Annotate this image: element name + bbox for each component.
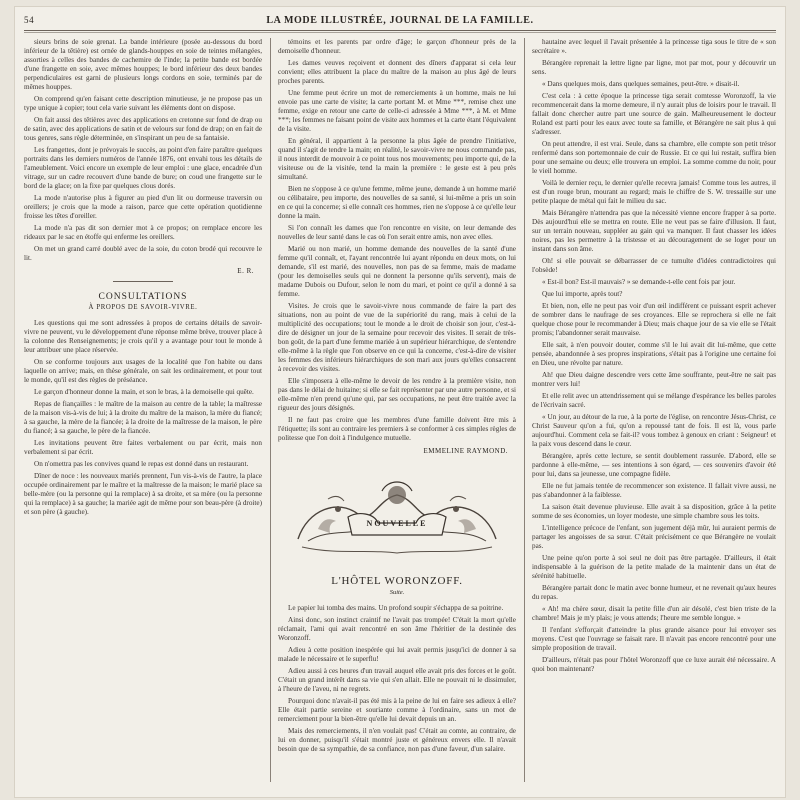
section-subtitle: À PROPOS DE SAVOIR-VIVRE.	[88, 304, 198, 311]
article-paragraph: C'est cela : à cette époque la princesse tiga serait comtesse Woronzoff, la vie recommencerait dans la morne demeure, il n'y aurait plus de loisirs pour le travail. Il fallait donc chercher autre part une source de gain. Malheureusement le docteur Roland est parti pour les eaux avec toute sa famille, et Bérangère ne sait plus à qui s'adresser.	[532, 92, 776, 136]
article-paragraph: hautaine avec lequel il l'avait présentée à la princesse tiga sous le titre de « son secrétaire ».	[532, 38, 776, 55]
article-paragraph: La saison était devenue pluvieuse. Elle avait à sa disposition, grâce à la petite somme de ses économies, un loyer modeste, une simple chambre sous les toits.	[532, 503, 776, 520]
article-paragraph: La mode n'autorise plus à figurer au pied d'un lit ou dormeuse traversin ou oreillers; je crois que la mode a raison, parce que cette opération quotidienne froisse les têtes d'oreiller.	[24, 194, 262, 220]
column-2	[278, 38, 516, 786]
article-paragraph: Oh! si elle pouvait se débarrasser de ce tumulte d'idées contradictoires qui l'obsède!	[532, 257, 776, 274]
article-paragraph: Marié ou non marié, un homme demande des nouvelles de la santé d'une femme qu'il connaît, et, l'ayant rencontrée lui ayant répondu en deux mots, on lui demande, s'il est marié, des nouvelles, non pas de sa femme, mais de madame (pour les demoiselles seuls qui ne donnent la personne qu'ils servent), mais de madame Dubois ou Dufour, selon le nom du mari, et point ce qu'il a donné à sa femme.	[278, 245, 516, 298]
signature-emmeline-raymond: EMMELINE RAYMOND.	[423, 447, 508, 455]
header-rule	[24, 30, 776, 31]
article-paragraph: Bérangère, après cette lecture, se sentit doublement rassurée. D'abord, elle se pardonne à elle-même, — ses intentions à son égard, — ces souvenirs d'avoir été pour lui, dans sa jeunesse, une compagne fidèle.	[532, 452, 776, 478]
article-paragraph: « Un jour, au détour de la rue, à la porte de l'église, on rencontre Jésus-Christ, ce Christ Sauveur qu'on a fui, qu'on a repoussé tant de fois. Il est là, vous parle aujourd'hui. Comment cela se fait-il? vous tombez à genoux en criant : Seigneur! et la paix vous descend dans le cœur.	[532, 413, 776, 448]
nouvelle-ornament	[278, 469, 516, 565]
article-paragraph: La mode n'a pas dit son dernier mot à ce propos; on remplace encore les rideaux par le sac en étoffe qui enferme les oreillers.	[24, 224, 262, 241]
article-paragraph: Pourquoi donc n'avait-il pas été mis à la peine de lui en faire ses adieux à elle? Elle était partie sereine et souriante comme à l'ordinaire, sans un mot de remerciement pour la bien-être qu'elle lui devait depuis un an.	[278, 697, 516, 723]
story-title: L'HÔTEL WORONZOFF.	[331, 575, 463, 587]
article-paragraph: Elle s'imposera à elle-même le devoir de les rendre à la première visite, non pas dans le délai de huitaine; si elle se fait représenter par une autre personne, et si elle-même n'en prend qu'une qui, par ses occupations, ne peut être traitée avec la rigueur des jours désignés.	[278, 377, 516, 412]
article-paragraph: Elle sait, à n'en pouvoir douter, comme s'il le lui avait dit lui-même, que cette pensée, abandonnée à ses propres inspirations, s'était pas à l'origine une certaine foi en Dieu, une révolte par nature.	[532, 341, 776, 367]
article-paragraph: On se conforme toujours aux usages de la localité que l'on habite ou dans laquelle on arrive; mais, en thèse générale, on sait les ordinairement, et pour tout le monde, qu'il est des règles de préséance.	[24, 358, 262, 384]
newspaper-page	[14, 6, 786, 798]
article-paragraph: Le papier lui tomba des mains. Un profond soupir s'échappa de sa poitrine.	[288, 604, 504, 612]
col2-paragraphs	[278, 38, 516, 443]
article-paragraph: On met un grand carré doublé avec de la soie, du coton brodé qui recouvre le lit.	[24, 245, 262, 262]
article-paragraph: Visites. Je crois que le savoir-vivre nous commande de faire la part des situations, non au point de vue de la supériorité du rang, mais à celui de la multiplicité des occupations; tout le monde a le droit de choisir son jour, c'est-à-dire de désigner un jour de la semaine pour recevoir des visites. Il serait de très-bon goût, de la part d'une femme mariée à un supérieur hiérarchique, de s'entendre elle-même à la règle que l'on observe en ce qui la concerne, c'est-à-dire de visiter les femmes des inférieurs hiérarchiques de son mari aux jours qu'elles consacrent à recevoir des visites.	[278, 302, 516, 373]
column-divider	[270, 38, 271, 782]
article-paragraph: Les frangettes, dont je prévoyais le succès, au point d'en faire paraître quelques portraits dans les derniers numéros de l'année 1876, ont envahi tous les détails de l'ameublement. Voici encore un exemple de leur emploi : une glace, encadrée d'un vitrage, sur un cadre recouvert d'une bande de bure; on coud une frangette sur le bord de la glace; on la fixe par quelques clous dorés.	[24, 146, 262, 190]
col3-paragraphs	[532, 38, 776, 674]
column-3	[532, 38, 776, 786]
article-paragraph: Et bien, non, elle ne peut pas voir d'un œil indifférent ce puissant esprit achever de sombrer dans le naufrage de ses croyances. Elle se reprochera si elle ne fait quelque chose pour le recommander à Dieu; mais chaque jour de sa vie elle se l'était promis; l'abandonner serait mauvaise.	[532, 302, 776, 337]
article-paragraph: Bien ne s'oppose à ce qu'une femme, même jeune, demande à un homme marié ou célibataire, peu importe, des nouvelles de sa santé, si lui-même a pris un soin en ce qui la concerne; si elle connaît ces hommes, rien ne s'oppose à ce qu'elle leur donne la main.	[278, 185, 516, 220]
article-paragraph: Ah! que Dieu daigne descendre vers cette âme souffrante, peut-être ne sait pas montrer vers lui!	[532, 371, 776, 388]
signature-er: E. R.	[237, 267, 254, 275]
column-1	[24, 38, 262, 786]
article-paragraph: Et elle relit avec un attendrissement qui se mélange d'espérance les belles paroles de l'écrivain sacré.	[532, 392, 776, 409]
article-paragraph: On comprend qu'en faisant cette description minutieuse, je ne propose pas un type unique à copier; tout cela varie suivant les éléments dont on dispose.	[24, 95, 262, 112]
article-paragraph: témoins et les parents par ordre d'âge; le garçon d'honneur près de la demoiselle d'honneur.	[278, 38, 516, 55]
article-paragraph: Dîner de noce : les nouveaux mariés prennent, l'un vis-à-vis de l'autre, la place occupée ordinairement par le maître et la maîtresse de la maison; le marié place sa belle-mère (ou la personne qui la remplace) à sa droite, et sa mère (ou la personne qui la remplace) à sa gauche; la mariée agit de même pour son beau-père (à droite) et son père (à gauche).	[24, 472, 262, 516]
article-paragraph: Mais des remerciements, il n'en voulait pas! C'était au comte, au contraire, de lui en donner, puisqu'il s'était montré juste et généreux envers elle. Il n'avait besoin que de sa sympathie, de sa confiance, non pas d'une faveur, d'un salaire.	[278, 727, 516, 753]
article-paragraph: On peut attendre, il est vrai. Seule, dans sa chambre, elle compte son petit trésor renfermé dans son portemonnaie de cuir de Russie. Et ce qui lui restait, suffira bien pour une semaine ou deux; elle trouvera un emploi. La somme comme du noir, pour le vieil homme.	[532, 140, 776, 175]
article-paragraph: Repas de fiançailles : le maître de la maison au centre de la table; la maîtresse de la maison vis-à-vis de lui; à la droite du maître de la maison, la mère du fiancé; à sa gauche, la mère de la fiancée; à la droite de la maîtresse de la maison, le père du fiancé; à sa gauche, le père de la fiancée.	[24, 400, 262, 435]
header-rule-thin	[24, 32, 776, 33]
article-paragraph: Elle ne fut jamais tentée de recommencer son existence. Il fallait vivre aussi, ne pas s'abandonner à la faiblesse.	[532, 482, 776, 499]
article-paragraph: Ainsi donc, son instinct craintif ne l'avait pas trompée! C'était la mort qu'elle réclamait, l'ami qui avait rencontré en son âme l'héritier de la destinée des Woronzoff.	[278, 616, 516, 642]
article-paragraph: Adieu aussi à ces heures d'un travail auquel elle avait pris des forces et le goût. C'était un grand intérêt dans sa vie qui s'en allait. Elle ne pouvait ni le dissimuler, à l'heure de l'aveu, ni ne regrets.	[278, 667, 516, 693]
article-paragraph: Les invitations peuvent être faites verbalement ou par écrit, mais non verbalement si par écrit.	[24, 439, 262, 456]
article-paragraph: sieurs brins de soie grenat. La bande intérieure (posée au-dessous du bord inférieur de la têtière) est ornée de glands-houppes en soie de teintes mélangées, assorties à celles des bandes de cachemire de l'inde; la petite bande est bordée d'une frangette en soie, avec mêmes houppes; le bord inférieur des deux bandes perpendiculaires est garni de plusieurs longs cordons en soie, terminés par de mêmes houppes.	[24, 38, 262, 91]
section-title-consultations: CONSULTATIONS	[98, 292, 188, 302]
page-number: 54	[24, 15, 35, 25]
page-header	[24, 12, 776, 28]
article-paragraph: Le garçon d'honneur donne la main, et son le bras, à la demoiselle qui quête.	[34, 388, 254, 396]
journal-title: LA MODE ILLUSTRÉE, JOURNAL DE LA FAMILLE.	[266, 14, 534, 26]
article-paragraph: Adieu à cette position inespérée qui lui avait permis jusqu'ici de donner à sa malade le nécessaire et le superflu!	[278, 646, 516, 663]
article-paragraph: « Est-il bon? Est-il mauvais? » se demande-t-elle cent fois par jour.	[542, 278, 736, 286]
story-subtitle: Suite.	[389, 589, 405, 596]
article-paragraph: On fait aussi des têtières avec des applications en cretonne sur fond de drap ou de satin, avec des applications de satin et de velours sur fond de drap; on en fait de tous genres, sans règle déterminée, en s'inspirant un peu de sa fantaisie.	[24, 116, 262, 142]
article-paragraph: Les dames veuves reçoivent et donnent des dîners d'apparat si cela leur convient; elles attribuent la place du maître de la maison au plus âgé de leurs proches parents.	[278, 59, 516, 85]
article-paragraph: Bérangère partait donc le matin avec bonne humeur, et ne revenait qu'aux heures du repas.	[532, 584, 776, 601]
article-paragraph: Une femme peut écrire un mot de remerciements à un homme, mais ne lui envoie pas une carte de visite; la carte portant M. et Mme ***, remise chez une femme, exige en retour une carte de celle-ci adressée à Mme ***, à M. et Mme ***; les femmes ne faisant point de visite aux hommes et la carte étant l'équivalent de la visite.	[278, 89, 516, 133]
article-paragraph: Une peine qu'on porte à soi seul ne doit pas être partagée. D'ailleurs, il était indispensable à la guérison de la petite malade de la maintenir dans un état de sérénité habituelle.	[532, 554, 776, 580]
article-paragraph: Il l'enfant s'efforçait d'atteindre la plus grande aisance pour lui envoyer ses moyens. C'est que l'ouvrage se faisait rare. Il n'avait pas encore rencontré pour une simple proposition de travail.	[532, 626, 776, 652]
article-paragraph: Que lui importe, après tout?	[542, 290, 623, 298]
article-paragraph: Les questions qui me sont adressées à propos de certains détails de savoir-vivre ne peuvent, vu le développement d'une réponse même brève, trouver place à la colonne des Renseignements; je crois qu'il y a avantage pour tout le monde à leur attribuer une place réservée.	[24, 319, 262, 354]
section-divider	[113, 281, 173, 282]
nouvelle-label: NOUVELLE	[366, 519, 428, 528]
col2-story-paragraphs	[278, 604, 516, 754]
article-paragraph: « Dans quelques mois, dans quelques semaines, peut-être. » disait-il.	[542, 80, 740, 88]
article-paragraph: Voilà le dernier reçu, le dernier qu'elle recevra jamais! Comme tous les autres, il est d'un rouge brun, mourant au regard; mais le chiffre de S. W. tressaille sur une petite plaque de métal qui fait le milieu du sac.	[532, 179, 776, 205]
col1-consultation-paragraphs	[24, 319, 262, 517]
column-divider	[524, 38, 525, 782]
article-paragraph: Mais Bérangère n'attendra pas que la nécessité vienne encore frapper à sa porte. Dès aujourd'hui elle se mettra en route. Elle ne veut pas se faire d'illusion. Il faut, sur un terrain nouveau, suppléer au gain qui va manquer. Il faut chasser les idées noires, pas les permettre à la tristesse et au découragement de se loger pour un instant dans son âme.	[532, 209, 776, 253]
col1-paragraphs	[24, 38, 262, 263]
article-paragraph: L'intelligence précoce de l'enfant, son jugement déjà mûr, lui auraient permis de partager les angoisses de sa sœur. C'était précisément ce que Bérangère ne voulait pas.	[532, 524, 776, 550]
article-paragraph: Il ne faut pas croire que les membres d'une famille doivent être mis à l'étiquette; ils sont au contraire les premiers à se conformer à ces simples règles de politesse que l'on doit à l'indulgence mutuelle.	[278, 416, 516, 442]
article-paragraph: D'ailleurs, n'était pas pour l'hôtel Woronzoff que ce luxe aurait été nécessaire. A quoi bon maintenant?	[532, 656, 776, 673]
ornament-engraving-icon	[278, 469, 516, 565]
article-paragraph: Si l'on connaît les dames que l'on rencontre en visite, on leur demande des nouvelles de leur santé dans le cas où l'on serait entre amis, non avec elles.	[278, 224, 516, 241]
article-paragraph: On n'omettra pas les convives quand le repas est donné dans un restaurant.	[34, 460, 249, 468]
article-paragraph: Bérangère reprenait la lettre ligne par ligne, mot par mot, pour y découvrir un sens.	[532, 59, 776, 76]
article-paragraph: En général, il appartient à la personne la plus âgée de prendre l'initiative, quand il s'agit de tendre la main; en réalité, le savoir-vivre ne nous commande pas, il nous interdit de mouvoir à ce point tous nos mouvements; peu importe qui, de la visiteuse ou de la visitée, tend la main la première : le geste est à peu près simultané.	[278, 137, 516, 181]
article-paragraph: « Ah! ma chère sœur, disait la petite fille d'un air désolé, c'est bien triste de la chambre! Mais je m'y plais; je vous attends; l'heure me semble longue. »	[532, 605, 776, 622]
